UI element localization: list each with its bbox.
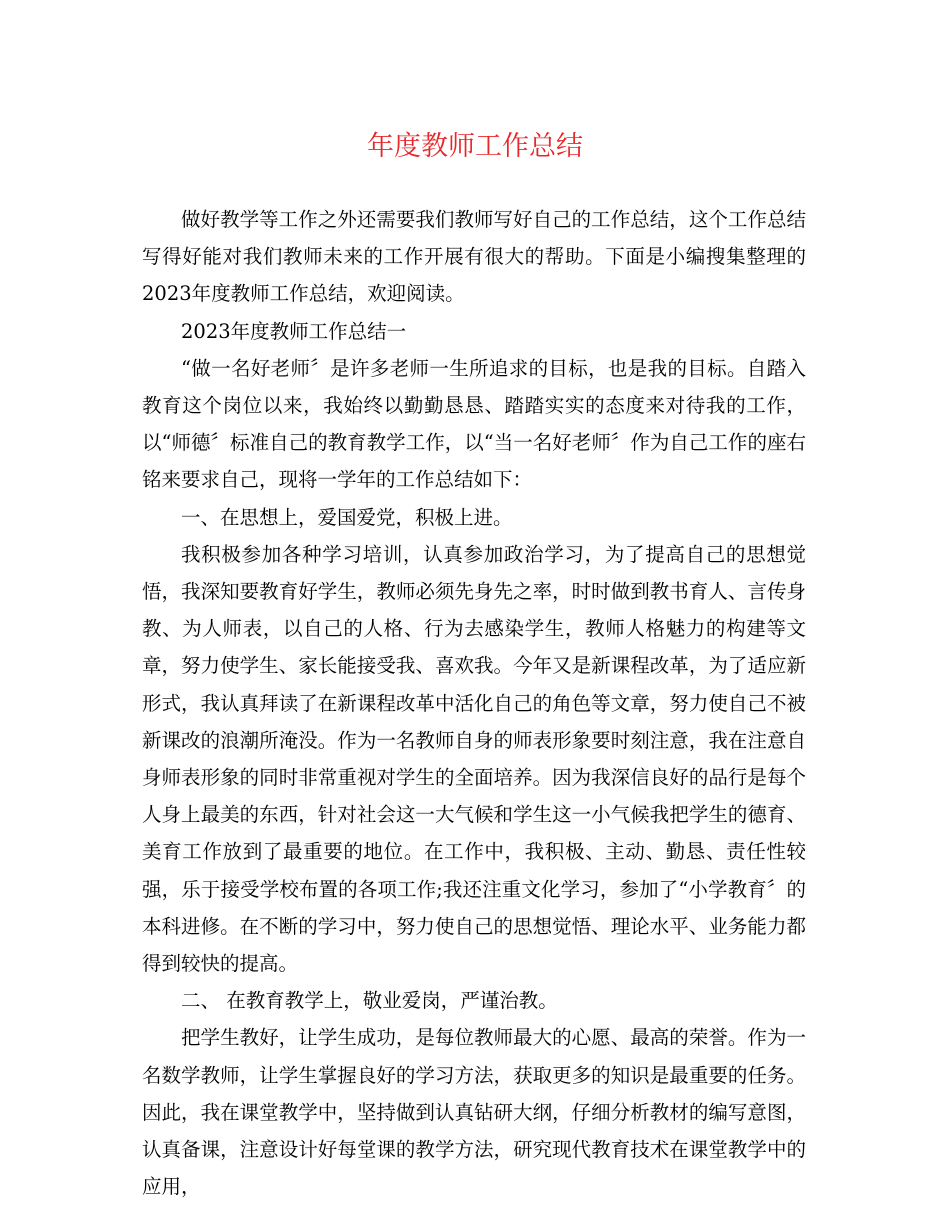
body-paragraph: 把学生教好，让学生成功，是每位教师最大的心愿、最高的荣誉。作为一名数学教师，让学生掌握良好的学习方法，获取更多的知识是最重要的任务。因此，我在课堂教学中，坚持做到认真钻研大纲，仔细分析教材的编写意图，认真备课，注意设计好每堂课的教学方法，研究现代教育技术在课堂教学中的应用， [142, 1026, 806, 1199]
intro-paragraph: 做好教学等工作之外还需要我们教师写好自己的工作总结，这个工作总结写得好能对我们教师未来的工作开展有很大的帮助。下面是小编搜集整理的2023年度教师工作总结，欢迎阅读。 [142, 208, 806, 306]
sub-heading: 二、 在教育教学上，敬业爱岗，严谨治教。 [181, 989, 558, 1013]
document-title: 年度教师工作总结 [367, 131, 583, 162]
sub-heading: 一、在思想上，爱国爱党，积极上进。 [181, 505, 513, 529]
body-paragraph: “做一名好老师〞是许多老师一生所追求的目标，也是我的目标。自踏入教育这个岗位以来，我始终以勤勤恳恳、踏踏实实的态度来对待我的工作，以“师德〞标准自己的教育教学工作，以“当一名好老师〞作为自己工作的座右铭来要求自己，现将一学年的工作总结如下： [142, 356, 806, 492]
section-heading: 2023年度教师工作总结一 [181, 319, 407, 343]
document-body [142, 201, 806, 1205]
body-paragraph: 我积极参加各种学习培训，认真参加政治学习，为了提高自己的思想觉悟，我深知要教育好学生，教师必须先身先之率，时时做到教书育人、言传身教、为人师表，以自己的人格、行为去感染学生，教师人格魅力的构建等文章，努力使学生、家长能接受我、喜欢我。今年又是新课程改革，为了适应新形式，我认真拜读了在新课程改革中活化自己的角色等文章，努力使自己不被新课改的浪潮所淹没。作为一名教师自身的师表形象要时刻注意，我在注意自身师表形象的同时非常重视对学生的全面培养。因为我深信良好的品行是每个人身上最美的东西，针对社会这一大气候和学生这一小气候我把学生的德育、美育工作放到了最重要的地位。在工作中，我积极、主动、勤恳、责任性较强，乐于接受学校布置的各项工作;我还注重文化学习，参加了“小学教育〞的本科进修。在不断的学习中，努力使自己的思想觉悟、理论水平、业务能力都得到较快的提高。 [142, 542, 806, 976]
